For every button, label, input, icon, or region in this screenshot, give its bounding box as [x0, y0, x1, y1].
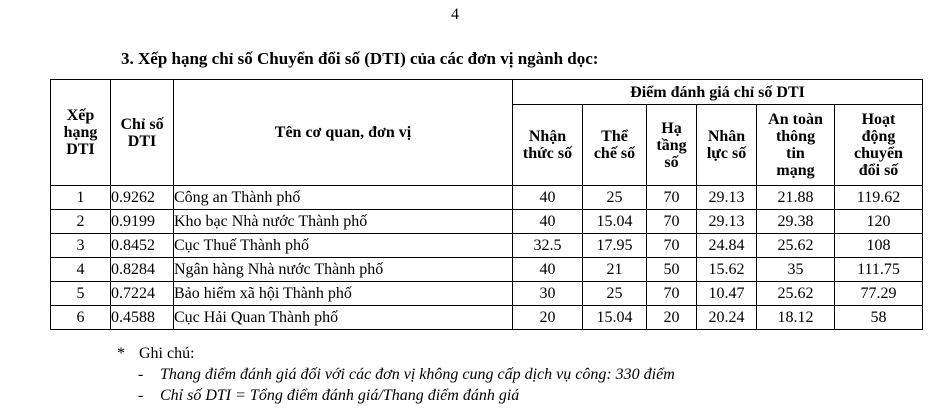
cell-rank: 5 — [51, 282, 111, 306]
cell-score: 29.13 — [697, 186, 757, 210]
cell-score: 58 — [835, 306, 923, 330]
header-dti-line: DTI — [127, 132, 157, 150]
header-line: thức số — [522, 145, 573, 162]
note-text: Thang điểm đánh giá đối với các đơn vị không cung cấp dịch vụ công: 330 điểm — [160, 366, 675, 383]
cell-score: 40 — [513, 258, 583, 282]
header-score-human-resources — [697, 105, 757, 186]
table-row — [51, 234, 923, 258]
cell-score: 25 — [583, 282, 647, 306]
header-line: tầng — [656, 136, 687, 154]
header-rank-line: hạng — [63, 124, 98, 141]
cell-score: 15.04 — [583, 306, 647, 330]
header-line: Nhân — [707, 128, 746, 145]
notes-heading — [117, 343, 675, 364]
header-line: An toàn — [768, 111, 823, 128]
table-row — [51, 306, 923, 330]
header-line: mạng — [776, 162, 815, 179]
cell-dti: 0.7224 — [111, 282, 174, 306]
header-score-group: Điểm đánh giá chỉ số DTI — [513, 80, 923, 105]
cell-unit-name: Kho bạc Nhà nước Thành phố — [174, 210, 513, 234]
cell-unit-name: Cục Thuế Thành phố — [174, 234, 513, 258]
cell-unit-name: Ngân hàng Nhà nước Thành phố — [174, 258, 513, 282]
cell-dti: 0.8284 — [111, 258, 174, 282]
cell-score: 120 — [835, 210, 923, 234]
cell-score: 77.29 — [835, 282, 923, 306]
cell-score: 18.12 — [757, 306, 835, 330]
section-title: 3. Xếp hạng chỉ số Chuyển đổi số (DTI) của các đơn vị ngành dọc: — [121, 49, 599, 68]
header-dti-line: Chỉ số — [120, 115, 164, 133]
cell-unit-name: Bảo hiểm xã hội Thành phố — [174, 282, 513, 306]
cell-score: 20 — [647, 306, 697, 330]
cell-score: 29.38 — [757, 210, 835, 234]
cell-score: 25.62 — [757, 234, 835, 258]
cell-score: 70 — [647, 186, 697, 210]
cell-score: 30 — [513, 282, 583, 306]
cell-score: 17.95 — [583, 234, 647, 258]
cell-score: 20 — [513, 306, 583, 330]
cell-score: 70 — [647, 282, 697, 306]
cell-score: 70 — [647, 210, 697, 234]
cell-score: 40 — [513, 186, 583, 210]
cell-score: 24.84 — [697, 234, 757, 258]
header-line: đổi số — [858, 162, 899, 179]
header-line: số — [664, 153, 679, 171]
header-score-infrastructure — [647, 105, 697, 186]
note-item — [138, 364, 675, 385]
cell-score: 108 — [835, 234, 923, 258]
cell-score: 32.5 — [513, 234, 583, 258]
header-line: thông — [775, 128, 816, 145]
note-text: Chỉ số DTI = Tổng điểm đánh giá/Thang điểm đánh giá — [160, 387, 520, 404]
page-number: 4 — [451, 6, 459, 23]
header-rank-line: DTI — [66, 141, 95, 158]
table-row — [51, 186, 923, 210]
header-line: Hoạt — [861, 111, 896, 128]
header-name: Tên cơ quan, đơn vị — [174, 80, 513, 186]
cell-score: 50 — [647, 258, 697, 282]
notes-bullet: * — [117, 345, 125, 362]
header-line: động — [861, 128, 896, 145]
notes-heading-label: Ghi chú: — [139, 345, 195, 362]
cell-dti: 0.4588 — [111, 306, 174, 330]
cell-unit-name: Công an Thành phố — [174, 186, 513, 210]
cell-score: 40 — [513, 210, 583, 234]
cell-score: 29.13 — [697, 210, 757, 234]
note-dash: - — [138, 387, 144, 404]
header-score-network-security — [757, 105, 835, 186]
header-line: Thể — [601, 128, 628, 145]
header-rank-line: Xếp — [66, 107, 95, 124]
cell-score: 10.47 — [697, 282, 757, 306]
table-row — [51, 282, 923, 306]
header-line: lực số — [706, 145, 747, 162]
header-line: chế số — [593, 145, 636, 162]
cell-rank: 4 — [51, 258, 111, 282]
cell-score: 15.04 — [583, 210, 647, 234]
table-row — [51, 210, 923, 234]
cell-rank: 1 — [51, 186, 111, 210]
cell-score: 21.88 — [757, 186, 835, 210]
cell-rank: 2 — [51, 210, 111, 234]
notes-section — [117, 343, 675, 406]
cell-dti: 0.8452 — [111, 234, 174, 258]
header-line: chuyển — [854, 145, 903, 162]
note-dash: - — [138, 366, 144, 383]
cell-rank: 6 — [51, 306, 111, 330]
cell-score: 35 — [757, 258, 835, 282]
header-line: Hạ — [661, 119, 682, 137]
header-line: tin — [786, 145, 805, 162]
header-score-awareness — [513, 105, 583, 186]
cell-score: 21 — [583, 258, 647, 282]
header-dti — [111, 80, 174, 186]
cell-score: 111.75 — [835, 258, 923, 282]
dti-ranking-table — [50, 79, 923, 330]
cell-score: 25 — [583, 186, 647, 210]
cell-dti: 0.9262 — [111, 186, 174, 210]
header-score-dx-activities — [835, 105, 923, 186]
header-score-institution — [583, 105, 647, 186]
cell-dti: 0.9199 — [111, 210, 174, 234]
header-line: Nhận — [528, 128, 567, 145]
cell-score: 20.24 — [697, 306, 757, 330]
cell-score: 119.62 — [835, 186, 923, 210]
cell-score: 15.62 — [697, 258, 757, 282]
cell-score: 25.62 — [757, 282, 835, 306]
cell-rank: 3 — [51, 234, 111, 258]
cell-unit-name: Cục Hải Quan Thành phố — [174, 306, 513, 330]
header-rank — [51, 80, 111, 186]
note-item — [138, 385, 675, 406]
cell-score: 70 — [647, 234, 697, 258]
table-row — [51, 258, 923, 282]
